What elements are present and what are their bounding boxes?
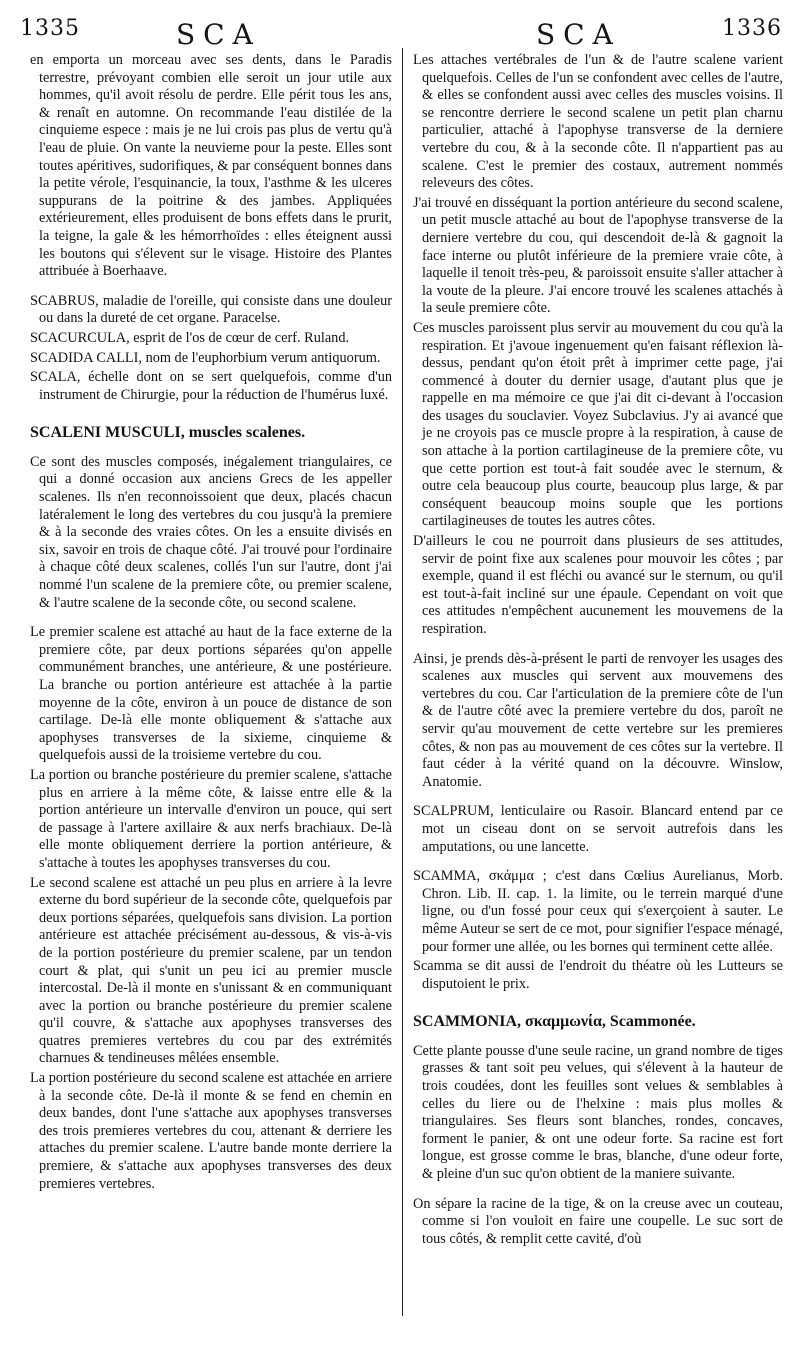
entry-heading-scammonia: SCAMMONIA, σκαμμωνία, Scammonée. [413,1013,696,1031]
entry-paragraph: La portion postérieure du second scalene est attachée en arriere à la seconde côte. De-là il monte & se fend en chemin en deux bandes, dont l'une s'attache aux apophyses transverses des trois premieres vertebres du cou, attenant & derriere les attaches du premier scalene. L'autre bande monte derriere la premiere, & s'attache aux apophyses transverses des deux premieres vertebres. [30,1070,392,1192]
entry-paragraph: J'ai trouvé en disséquant la portion antérieure du second scalene, un petit muscle attaché au bout de l'apophyse transverse de la derniere vertebre du cou, qui descendoit de-là & gagnoit la face interne ou plutôt inférieure de la premiere vraie côte, à laquelle il tenoit très-peu, & paroissoit ensuite s'aller attacher à la voute de la pleure. J'ai encore trouvé les scalenes attachés à la seule premiere côte. [413,194,783,317]
entry-heading-scaleni: SCALENI MUSCULI, muscles scalenes. [30,424,306,442]
entry-paragraph: Le premier scalene est attaché au haut de la face externe de la premiere côte, par deux portions séparées qu'on appelle communément branches, une antérieure, & une postérieure. La branche ou portion antérieure est attachée à la partie moyenne de la côte, environ à un pouce de distance de son cartilage. De-là elle monte obliquement & s'attache aux apophyses transverses de la sixieme, cinquieme & quelquefois aussi de la troisieme vertebre du cou. [30,624,392,764]
page-number-left: 1335 [20,16,80,41]
entry-paragraph: Ces muscles paroissent plus servir au mouvement du cou qu'à la respiration. Et j'avoue ingenuement qu'en faisant réflexion là-dessus, pendant qu'on étoit prêt à imprimer cette page, j'ai commencé à douter du dernier usage, d'autant plus que je rappelle en ma mémoire ce que j'ai dit ci-devant à l'occasion des usages du souclavier. Voyez Subclavius. J'y ai avancé que je ne croyois pas ce muscle propre à la respiration, à cause de son attache à la portion cartilagineuse de la premiere côte, vu que cette portion est tout-à fait soudée avec le sternum, & outre cela beaucoup plus courte, beaucoup plus large, & par conséquent beaucoup moins souple que les portions cartilagineuses de toutes les autres côtes. [413,319,783,530]
entry-paragraph: Les attaches vertébrales de l'un & de l'autre scalene varient quelquefois. Celles de l'un se confondent avec celles de l'autre, & elles se confondent aussi avec celles des muscles voisins. Il se rencontre derriere le second scalene un petit plan charnu particulier, attaché à l'apophyse transverse de la derniere vertebre du cou, & à la seconde côte. Il n'appartient pas au scalene. C'est le premier des costaux, autrement nommés releveurs des côtes. [413,52,783,192]
entry-scabrus: SCABRUS, maladie de l'oreille, qui consiste dans une douleur ou dans la dureté de cet organe. Paracelse. [30,292,392,327]
entry-paragraph: On sépare la racine de la tige, & on la creuse avec un couteau, comme si l'on vouloit en faire une coupelle. Le suc sort de tous côtés, & remplit cette cavité, d'où [413,1195,783,1247]
column-divider [402,48,403,1316]
entry-scadida-calli: SCADIDA CALLI, nom de l'euphorbium verum antiquorum. [30,349,381,366]
left-column [30,52,392,1342]
entry-paragraph: Cette plante pousse d'une seule racine, un grand nombre de tiges grasses & tant soit peu velues, qui s'élevent à la hauteur de trois coudées, dont les feuilles sont velues & semblables à celles du liere ou de l'helxine : mais plus molles & triangulaires. Ses fleurs sont blanches, rondes, concaves, forment le panier, & ont une odeur forte. Sa racine est fort longue, est grosse comme le bras, blanche, d'une odeur forte, & pleine d'un suc qu'on obtient de la maniere suivante. [413,1042,783,1183]
entry-scalprum: SCALPRUM, lenticulaire ou Rasoir. Blancard entend par ce mot un ciseau dont on se servoit autrefois dans les amputations, ou une lancette. [413,803,783,855]
entry-scala: SCALA, échelle dont on se sert quelquefois, comme d'un instrument de Chirurgie, pour la réduction de l'humérus luxé. [30,369,392,403]
entry-scamma: SCAMMA, σκάμμα ; c'est dans Cœlius Aurelianus, Morb. Chron. Lib. II. cap. 1. la limite, ou le terrein marqué d'une ligne, ou d'un fossé pour ceux qui s'exerçoient à sauter. Le même Auteur se sert de ce mot, pour signifier l'espace ménagé, pour former une allée, ou les bornes qui terminent cette allée. [413,868,783,955]
entry-scacurcula: SCACURCULA, esprit de l'os de cœur de cerf. Ruland. [30,329,350,346]
entry-paragraph: Le second scalene est attaché un peu plus en arriere à la levre externe du bord supérieur de la seconde côte, quelquefois par deux portions séparées, quelquefois sans division. La portion antérieure est attachée précisément au-dessous, & vis-à-vis de la portion postérieure du premier scalene, par un tendon court & plat, qui s'unit un peu ici au premier muscle intercostal. De-là il monte en s'unissant & en communiquant avec la portion ou branche postérieure du premier scalene qu'il couvre, & s'attache aux apophyses transverses des quatres premieres vertebres du cou par des extrémités charnues & tendineuses mêlées ensemble. [30,874,392,1067]
entry-paragraph: La portion ou branche postérieure du premier scalene, s'attache plus en arriere à la même côte, & laisse entre elle & la portion antérieure un intervalle d'environ un pouce, qui sert de passage à l'artere axillaire & aux nerfs brachiaux. De-là elle monte obliquement derriere la portion antérieure, & s'attache à toutes les apophyses transverses du cou. [30,766,392,871]
running-head-left: SCA [176,18,261,51]
page-number-right: 1336 [722,16,782,41]
running-head-right: SCA [536,18,621,51]
entry-paragraph: Ainsi, je prends dès-à-présent le parti de renvoyer les usages des scalenes aux muscles qui servent aux mouvemens des vertebres du cou. Car l'articulation de la premiere côte de l'un & de l'autre côté avec la premiere vertebre du dos, paroît ne servir qu'au mouvement de cette vertebre sur les premieres côtes, & non pas au mouvement de ces côtes sur la vertebre. Il faut céder à la vérité quand on la découvre. Winslow, Anatomie. [413,650,783,790]
entry-paragraph: Scamma se dit aussi de l'endroit du théatre où les Lutteurs se disputoient le prix. [413,958,783,992]
entry-paragraph: en emporta un morceau avec ses dents, dans le Paradis terrestre, prévoyant combien elle seroit un jour utile aux hommes, qu'il avoit résolu de perdre. Elle périt tous les ans, & renaît en automne. On recommande l'eau distilée de la cinquieme espece : mais je ne lui crois pas plus de vertu qu'à l'eau de pluie. On vante la neuvieme pour la peste. Elles sont toutes apéritives, sudorifiques, & par conséquent bonnes dans la petite vérole, l'esquinancie, la toux, l'asthme & les ulceres suppurans de la poitrine & des jambes. Appliquées extérieurement, elles produisent de bons effets dans le prurit, la teigne, la gale & les hémorrhoïdes : elles éteignent aussi les boutons qui s'élevent sur le visage. Histoire des Plantes attribuée à Boerhaave. [30,52,392,280]
entry-paragraph: Ce sont des muscles composés, inégalement triangulaires, ce qui a donné occasion aux anciens Grecs de les appeller scalenes. Ils n'en reconnoissoient que deux, placés chacun latéralement le long des vertebres du cou jusqu'à la premiere & à la seconde des vraies côtes. On les a ensuite divisés en six, savoir en trois de chaque côté. J'ai trouvé pour l'ordinaire à chaque côté deux scalenes, collés l'un sur l'autre, dont j'ai nommé l'un scalene de la premiere côte, ou premier scalene, & l'autre scalene de la seconde côte, ou second scalene. [30,453,392,611]
entry-paragraph: D'ailleurs le cou ne pourroit dans plusieurs de ses attitudes, servir de point fixe aux scalenes pour mouvoir les côtes ; par exemple, quand il est fléchi ou avancé sur le sternum, ou qu'il est tout-à-fait incliné sur une épaule. Cependant on voit que ces attitudes n'empêchent aucunement les mouvemens de la respiration. [413,533,783,637]
right-column [413,52,783,1342]
